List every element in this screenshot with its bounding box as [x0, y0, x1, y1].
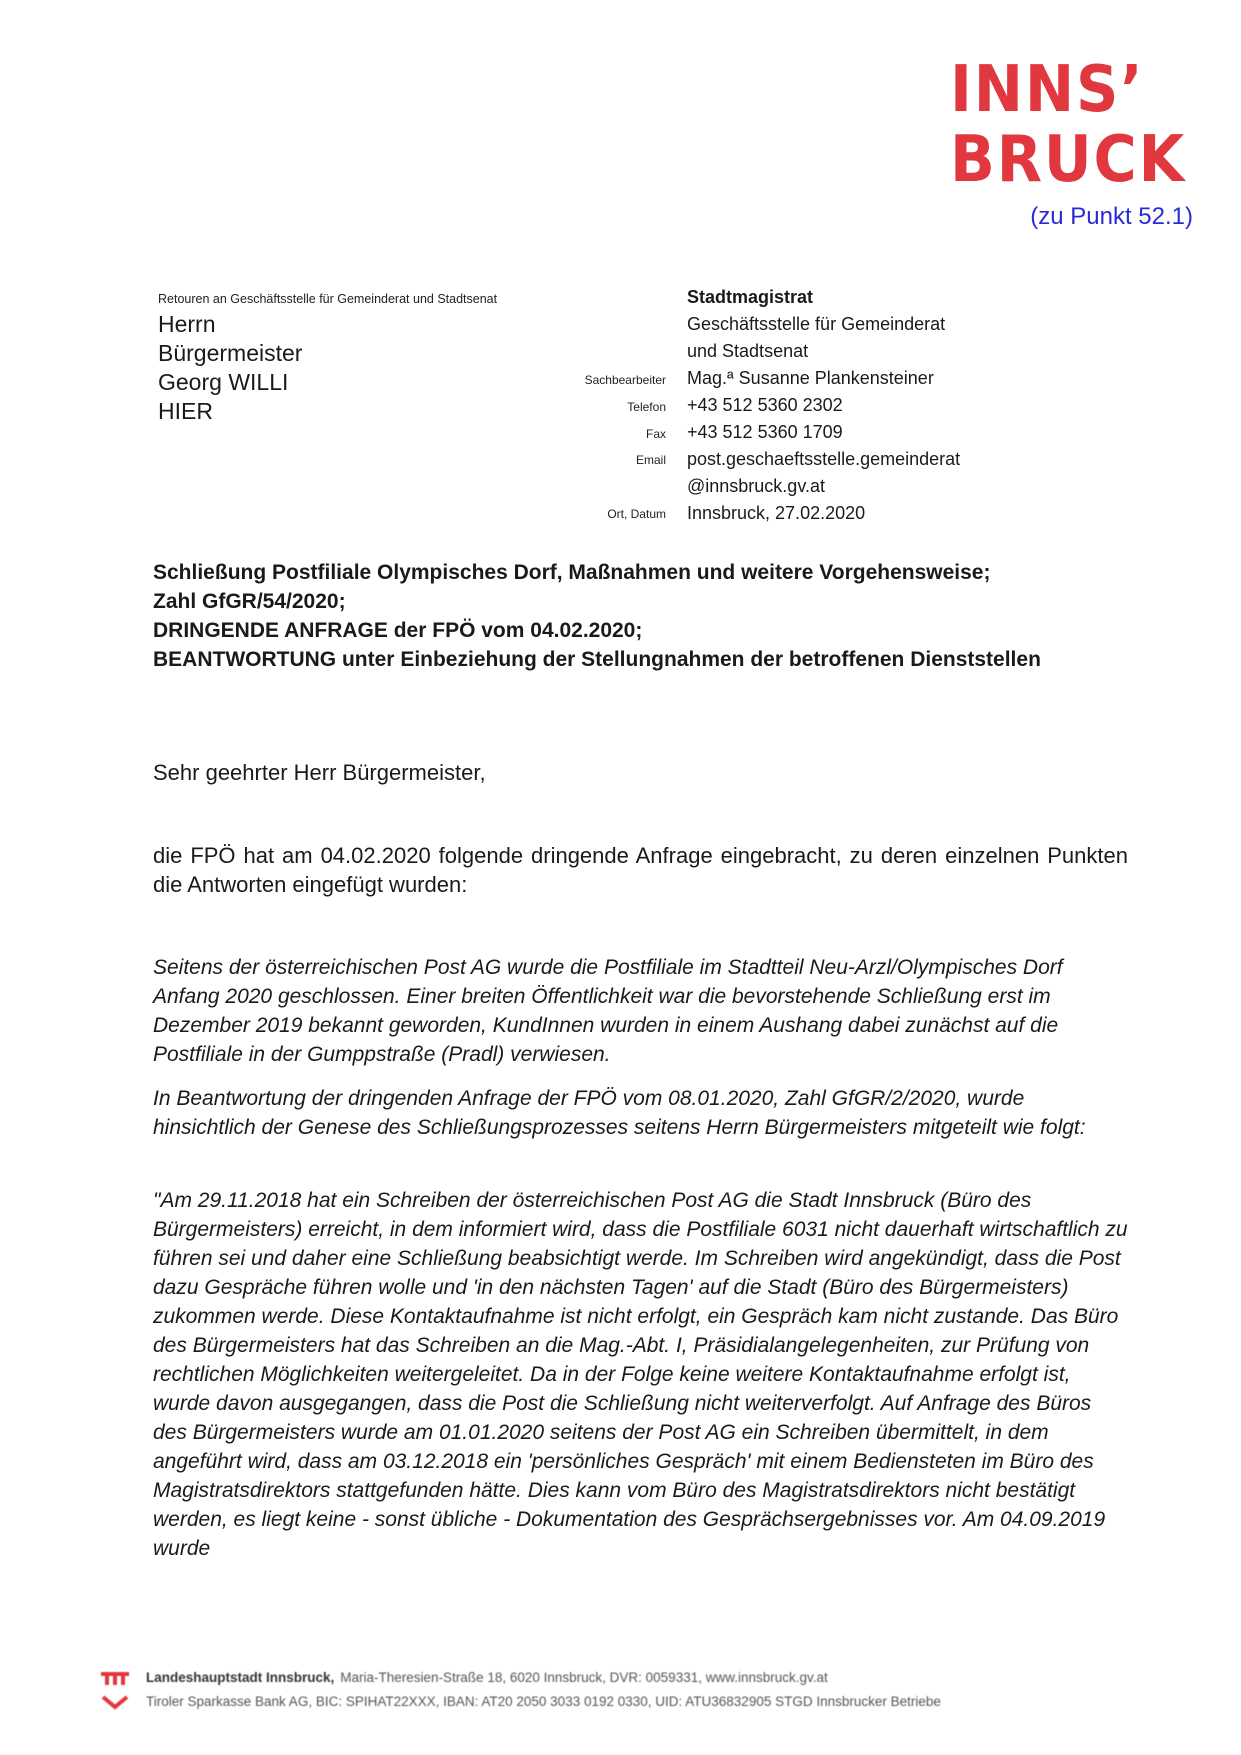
sender-block [687, 284, 960, 527]
sender-clerk: Mag.ª Susanne Plankensteiner [687, 368, 934, 388]
subject-line: Zahl GfGR/54/2020; [153, 590, 346, 613]
recipient-address [158, 310, 302, 426]
sender-place-date: Innsbruck, 27.02.2020 [687, 503, 866, 523]
agenda-reference: (zu Punkt 52.1) [1030, 203, 1193, 230]
subject-block [153, 558, 1153, 674]
logo-line-1: INNS’ [950, 53, 1145, 127]
label-email: Email [635, 453, 666, 467]
subject-line: DRINGENDE ANFRAGE der FPÖ vom 04.02.2020; [153, 619, 643, 642]
footer-line-1 [100, 1666, 941, 1690]
city-emblem-icon [100, 1669, 130, 1687]
return-address-note: Retouren an Geschäftsstelle für Gemeinderat und Stadtsenat [158, 292, 498, 306]
subject-line: Schließung Postfiliale Olympisches Dorf, Maßnahmen und weitere Vorgehensweise; [153, 561, 991, 584]
body-paragraph: Seitens der österreichischen Post AG wurde die Postfiliale im Stadtteil Neu-Arzl/Olympisches Dorf Anfang 2020 geschlossen. Einer breiten Öffentlichkeit war die bevorstehende Schließung erst im Dezember 2019 bekannt geworden, KundInnen wurden in einem Aushang dabei zunächst auf die Postfiliale in der Gumppstraße (Pradl) verwiesen. [153, 956, 1063, 1066]
sender-email: @innsbruck.gv.at [687, 476, 825, 496]
body-paragraph: In Beantwortung der dringenden Anfrage der FPÖ vom 08.01.2020, Zahl GfGR/2/2020, wurde hinsichtlich der Genese des Schließungsprozesses seitens Herrn Bürgermeisters mitgeteilt wie folgt: [153, 1087, 1086, 1139]
subject-line: BEANTWORTUNG unter Einbeziehung der Stellungnahmen der betroffenen Dienststellen [153, 648, 1041, 671]
logo-line-2: BRUCK [950, 123, 1187, 197]
sender-office: Stadtmagistrat [687, 287, 814, 307]
recipient-line: HIER [158, 398, 213, 424]
footer-city-name: Landeshauptstadt Innsbruck, [146, 1670, 335, 1685]
recipient-line: Bürgermeister [158, 340, 303, 366]
footer-address: Maria-Theresien-Straße 18, 6020 Innsbruck, DVR: 0059331, www.innsbruck.gv.at [340, 1670, 828, 1685]
recipient-line: Georg WILLI [158, 369, 289, 395]
sender-phone: +43 512 5360 2302 [687, 395, 843, 415]
intro-paragraph: die FPÖ hat am 04.02.2020 folgende dringende Anfrage eingebracht, zu deren einzelnen Punkten die Antworten eingefügt wurden: [153, 843, 1128, 897]
sender-fax: +43 512 5360 1709 [687, 422, 843, 442]
salutation: Sehr geehrter Herr Bürgermeister, [153, 760, 486, 785]
label-phone: Telefon [627, 400, 666, 414]
innsbruck-logo [950, 55, 1186, 195]
bank-emblem-icon [100, 1693, 130, 1711]
label-clerk: Sachbearbeiter [584, 373, 666, 387]
footer [100, 1666, 941, 1714]
sender-department: Geschäftsstelle für Gemeinderat [687, 314, 946, 334]
sender-email: post.geschaeftsstelle.gemeinderat [687, 449, 961, 469]
label-fax: Fax [645, 427, 666, 441]
footer-line-2 [100, 1690, 941, 1714]
footer-bank-details: Tiroler Sparkasse Bank AG, BIC: SPIHAT22XXX, IBAN: AT20 2050 3033 0192 0330, UID: ATU36832905 STGD Innsbrucker Betriebe [146, 1694, 941, 1709]
sender-department: und Stadtsenat [687, 341, 809, 361]
recipient-line: Herrn [158, 311, 216, 337]
body-paragraph: "Am 29.11.2018 hat ein Schreiben der österreichischen Post AG die Stadt Innsbruck (Büro des Bürgermeisters) erreicht, in dem informiert wird, dass die Postfiliale 6031 nicht dauerhaft wirtschaftlich zu führen sei und daher eine Schließung beabsichtigt werde. Im Schreiben wird angekündigt, dass die Post dazu Gespräche führen wolle und 'in den nächsten Tagen' auf die Stadt (Büro des Bürgermeisters) zukommen werde. Diese Kontaktaufnahme ist nicht erfolgt, ein Gespräch kam nicht zustande. Das Büro des Bürgermeisters hat das Schreiben an die Mag.-Abt. I, Präsidialangelegenheiten, zur Prüfung von rechtlichen Möglichkeiten weitergeleitet. Da in der Folge keine weitere Kontaktaufnahme erfolgt ist, wurde davon ausgegangen, dass die Post die Schließung nicht weiterverfolgt. Auf Anfrage des Büros des Bürgermeisters wurde am 01.01.2020 seitens der Post AG ein Schreiben übermittelt, in dem angeführt wird, dass am 03.12.2018 ein 'persönliches Gespräch' mit einem Bediensteten im Büro des Magistratsdirektors stattgefunden hätte. Dies kann vom Büro des Magistratsdirektors nicht bestätigt werden, es liegt keine - sonst übliche - Dokumentation des Gesprächsergebnisses vor. Am 04.09.2019 wurde [153, 1189, 1128, 1560]
label-place-date: Ort, Datum [607, 507, 666, 521]
